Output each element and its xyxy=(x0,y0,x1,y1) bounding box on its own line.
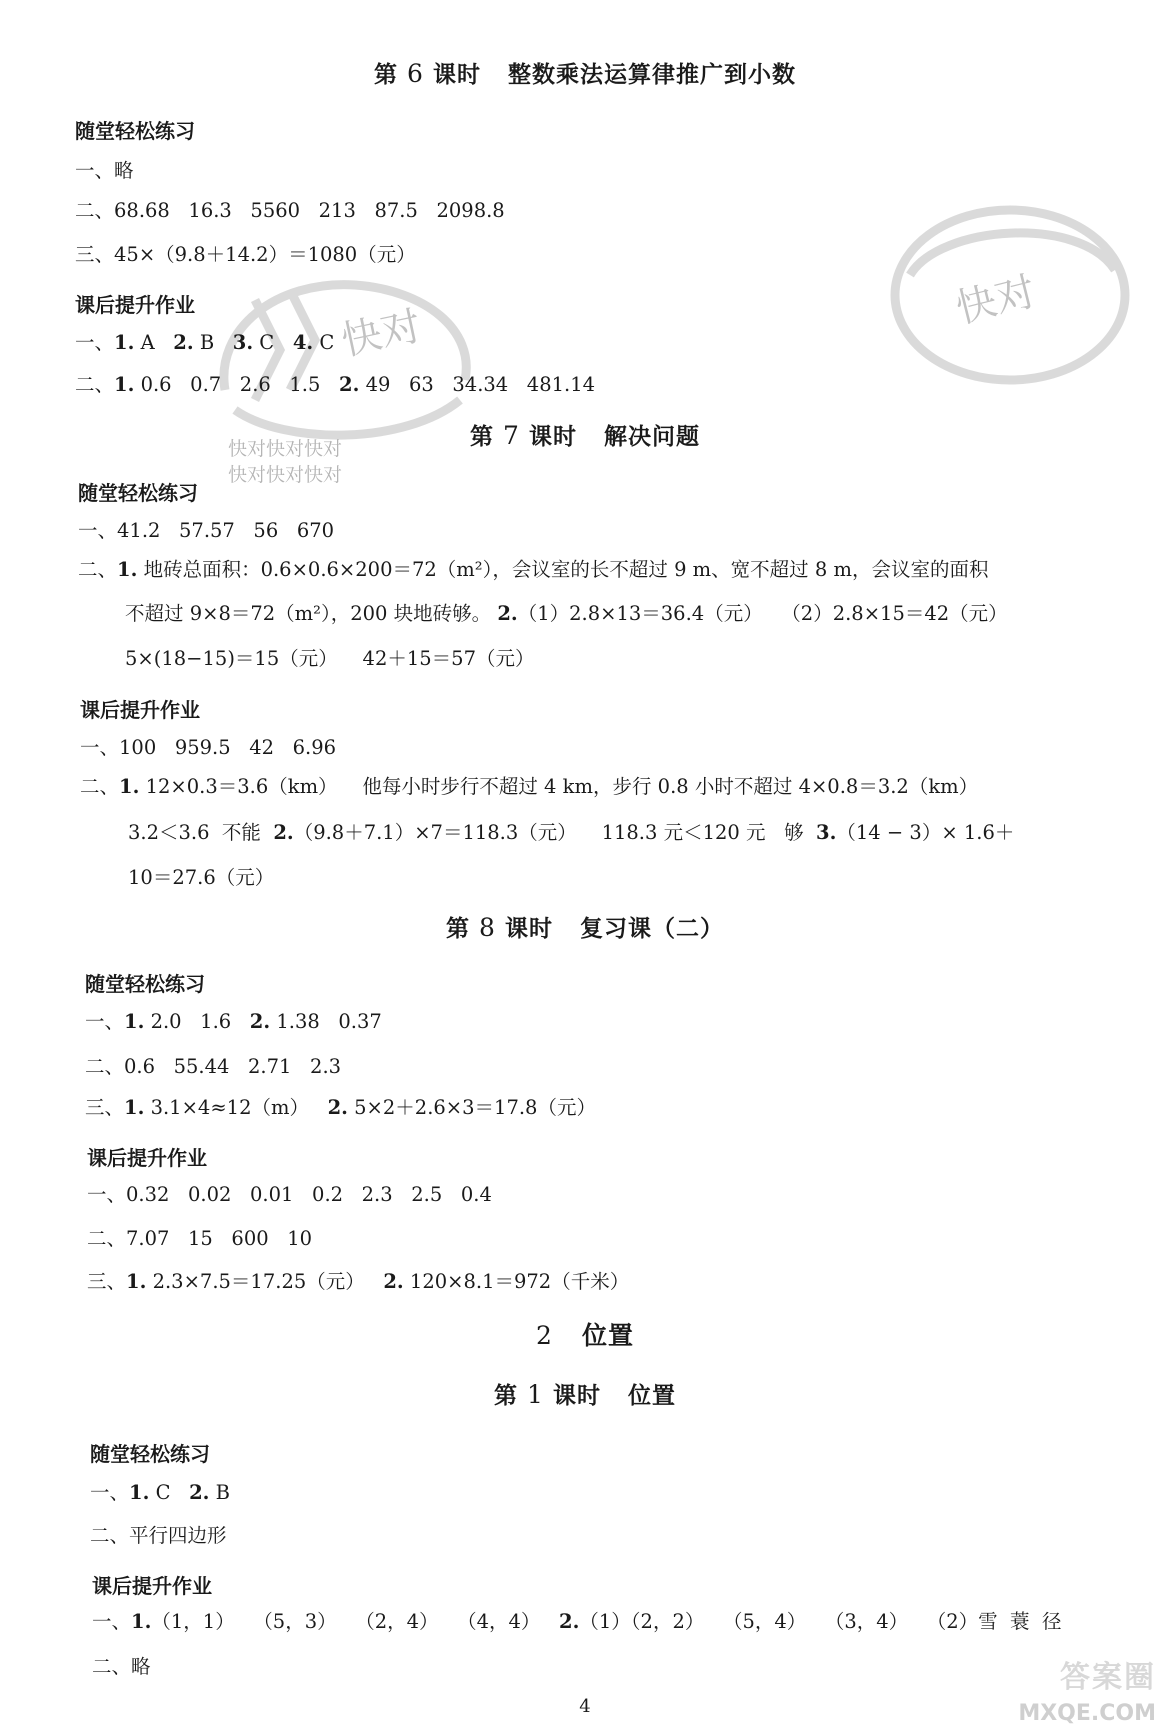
s7-line-7: 3.2＜3.6 不能 2.（9.8＋7.1）×7＝118.3（元） 118.3 元＜120 元 够 3.（14 − 3）× 1.6＋ xyxy=(128,821,1015,844)
s6-line-5: 二、1. 0.6 0.7 2.6 1.5 2. 49 63 34.34 481.14 xyxy=(75,373,596,396)
s7-line-3: 不超过 9×8＝72（m²），200 块地砖够。 2.（1）2.8×13＝36.4（元） （2）2.8×15＝42（元） xyxy=(125,602,1008,625)
s8-heading-homework: 课后提升作业 xyxy=(87,1146,207,1170)
corner-url-watermark: MXQE.COM xyxy=(1018,1701,1156,1726)
s7-heading-in-class: 随堂轻松练习 xyxy=(78,481,198,505)
s6-heading-homework: 课后提升作业 xyxy=(75,293,195,317)
watermark-repeat-1: 快对快对快对 xyxy=(228,438,343,460)
section-7-title: 第 7 课时 解决问题 xyxy=(470,421,700,450)
s8-line-6: 三、1. 2.3×7.5＝17.25（元） 2. 120×8.1＝972（千米） xyxy=(87,1270,630,1293)
s8-line-2: 二、0.6 55.44 2.71 2.3 xyxy=(85,1055,342,1078)
s6-line-1: 一、略 xyxy=(75,159,134,182)
s21-line-2: 二、平行四边形 xyxy=(90,1524,227,1547)
s7-line-2: 二、1. 地砖总面积：0.6×0.6×200＝72（m²），会议室的长不超过 9 m、宽不超过 8 m，会议室的面积 xyxy=(78,558,989,581)
s8-line-4: 一、0.32 0.02 0.01 0.2 2.3 2.5 0.4 xyxy=(87,1183,492,1206)
s8-line-1: 一、1. 2.0 1.6 2. 1.38 0.37 xyxy=(85,1010,382,1033)
s7-line-6: 二、1. 12×0.3＝3.6（km） 他每小时步行不超过 4 km，步行 0.8 小时不超过 4×0.8＝3.2（km） xyxy=(80,775,979,798)
s7-heading-homework: 课后提升作业 xyxy=(80,698,200,722)
watermark-stamp-right xyxy=(880,185,1140,405)
page-number: 4 xyxy=(579,1696,591,1717)
s6-line-2: 二、68.68 16.3 5560 213 87.5 2098.8 xyxy=(75,199,505,222)
s21-line-1: 一、1. C 2. B xyxy=(90,1481,230,1504)
watermark-repeat-2: 快对快对快对 xyxy=(228,464,343,486)
s8-heading-in-class: 随堂轻松练习 xyxy=(85,972,205,996)
s8-line-3: 三、1. 3.1×4≈12（m） 2. 5×2＋2.6×3＝17.8（元） xyxy=(85,1096,596,1119)
s7-line-8: 10＝27.6（元） xyxy=(128,866,275,889)
s21-heading-homework: 课后提升作业 xyxy=(92,1574,212,1598)
s7-line-1: 一、41.2 57.57 56 670 xyxy=(78,519,335,542)
s6-heading-in-class: 随堂轻松练习 xyxy=(75,119,195,143)
watermark-stamp-left-text: 快对 xyxy=(337,303,426,365)
s21-heading-in-class: 随堂轻松练习 xyxy=(90,1442,210,1466)
chapter-2-title: 2 位置 xyxy=(535,1321,635,1350)
s21-line-3: 一、1.（1，1） （5，3） （2，4） （4，4） 2.（1）（2，2） （5，4） （3，4） （2）雪 蓑 径 xyxy=(92,1610,1062,1633)
s6-line-3: 三、45×（9.8＋14.2）＝1080（元） xyxy=(75,243,416,266)
corner-logo-watermark: 答案圈 xyxy=(1060,1660,1156,1695)
s7-line-5: 一、100 959.5 42 6.96 xyxy=(80,736,337,759)
watermark-stamp-right-text: 快对 xyxy=(951,268,1041,333)
s21-line-4: 二、略 xyxy=(92,1655,151,1678)
section-8-title: 第 8 课时 复习课（二） xyxy=(446,913,724,942)
s6-line-4: 一、1. A 2. B 3. C 4. C xyxy=(75,331,335,354)
section-6-title: 第 6 课时 整数乘法运算律推广到小数 xyxy=(374,59,796,88)
s7-line-4: 5×(18−15)＝15（元） 42＋15＝57（元） xyxy=(125,647,535,670)
chapter-2-section-1-title: 第 1 课时 位置 xyxy=(494,1380,676,1409)
s8-line-5: 二、7.07 15 600 10 xyxy=(87,1227,313,1250)
